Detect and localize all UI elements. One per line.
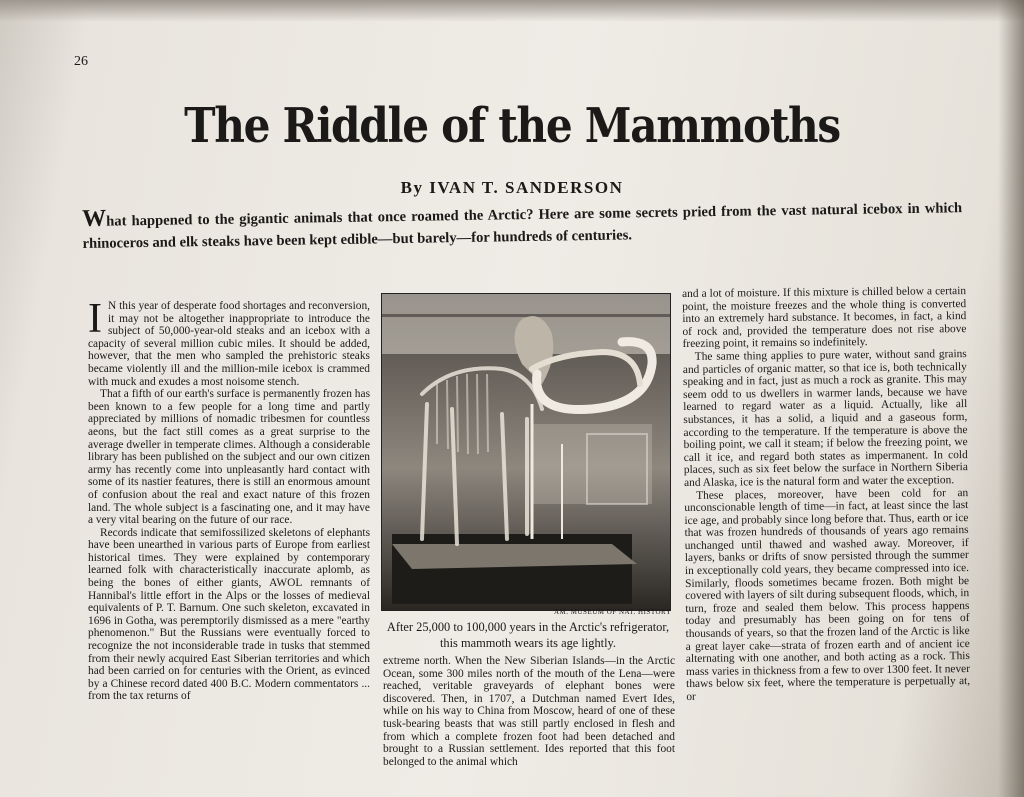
- paragraph: The same thing applies to pure water, without sand grains and particles of organic matter, so that ice is, both technically speaking and in fact, just as much a rock as granite. This may seem odd to us dwellers in warmer lands, because we have learned to regard water as a liquid. Actually, like all substances, it has a solid, a liquid and a gaseous form, according to the temperature. If the temperature is above the boiling point, we call it steam; if below the freezing point, we call it ice, and regard both states as impermanent. In cold places, such as six feet below the surface in Northern Siberia and Alaska, ice is the natural form and water the exception.: [682, 347, 968, 489]
- column-2: [383, 655, 675, 768]
- photo-caption: After 25,000 to 100,000 years in the Arctic's refrigerator, this mammoth wears its age lightly.: [386, 620, 670, 650]
- mammoth-photo: [381, 293, 671, 611]
- article-deck: [82, 194, 963, 255]
- scan-top-shadow: [0, 0, 1024, 22]
- deck-text: hat happened to the gigantic animals that once roamed the Arctic? Here are some secrets pried from the vast natural icebox in which rhinoceros and elk steaks have been kept edible—but barely—for hundreds of centuries.: [82, 200, 963, 252]
- deck-initial: W: [81, 205, 107, 232]
- paragraph: [88, 296, 370, 388]
- page-number: 26: [74, 54, 88, 69]
- paragraph-text: N this year of desperate food shortages and reconversion, it may not be altogether inappropriate to introduce the subject of 50,000-year-old steaks and an icebox with a capacity of several million cubic miles. It should be added, however, that the men who sampled the prehistoric steaks became violently ill and the million-mile icebox is crammed with muck and exudes a most noisome stench.: [88, 300, 370, 388]
- paragraph: and a lot of moisture. If this mixture is chilled below a certain point, the moisture freezes and the whole thing is converted into an extremely hard substance. It becomes, in fact, a kind of rock and, provided the temperature does not rise above freezing point, it remains so indefinitely.: [682, 285, 967, 351]
- byline: By IVAN T. SANDERSON: [400, 178, 624, 197]
- article-title: The Riddle of the Mammoths: [184, 98, 840, 154]
- paragraph: These places, moreover, have been cold for an unconscionable length of time—in fact, at least since the last ice age, and probably since long before that. Thus, earth or ice that was frozen hundreds of thousands of years ago remains unchanged until thawed and washed away. Moreover, if layers, banks or drifts of snow persisted through the summer in exceptionally cold years, they became compressed into ice. Similarly, floods sometimes became frozen. Both might be covered with layers of silt during subsequent floods, which, in turn, froze and sealed them below. This process happens today and presumably has been going on for tens of thousands of years, so that the frozen land of the Arctic is like a great layer cake—strata of frozen earth and of ancient ice alternating with one another, and both acting as a rock. This mass varies in thickness from a few to over 1300 feet. It never thaws below six feet, where the temperature is perpetually at, or: [684, 486, 971, 703]
- drop-cap: I: [88, 296, 102, 342]
- scan-right-shadow: [998, 0, 1024, 797]
- photo-credit: AM. MUSEUM OF NAT. HISTORY: [554, 608, 672, 616]
- paragraph: Records indicate that semifossilized skeletons of elephants have been unearthed in various parts of Europe from earliest historical times. They were explained by contemporary learned folk with characteristically inaccurate aplomb, as being the bones of either giants, AWOL remnants of Hannibal's little effort in the Alps or the losses of medieval equivalents of P. T. Barnum. One such skeleton, excavated in 1696 in Gotha, was peremptorily dismissed as a mere "earthy phenomenon." But the Russians were eventually forced to recognize the not inconsiderable trade in tusks that stemmed from their newly acquired East Siberian territories and which had been carried on for centuries with the Orient, as evinced by a Chinese record dated 400 B.C. Modern commentators ... from the tax returns of: [88, 526, 370, 703]
- paragraph: extreme north. When the New Siberian Islands—in the Arctic Ocean, some 300 miles north of the mouth of the Lena—were reached, veritable graveyards of elephant bones were discovered. Then, in 1707, a Dutchman named Evert Ides, while on his way to China from Moscow, heard of one of these tusk-bearing beasts that was still partly enclosed in flesh and from which a complete frozen foot had been detached and brought to a Russian settlement. Ides reported that this foot belonged to the animal which: [383, 655, 675, 768]
- column-1: [88, 296, 370, 703]
- mammoth-skeleton-illustration: [382, 294, 670, 610]
- column-3: [682, 285, 970, 704]
- paragraph: That a fifth of our earth's surface is permanently frozen has been known to a few people for a long time and partly appreciated by millions of nomadic tribesmen for countless aeons, but the fact still comes as a great surprise to the average dweller in temperate climes. Although a considerable library has been published on the subject and our own citizen army has recently come into unpleasantly hard contact with some of its nastier features, there is still an enormous amount of confusion about the real and exact nature of this frozen land. The whole subject is a fascinating one, and it may have a very vital bearing on the future of our race.: [88, 388, 370, 527]
